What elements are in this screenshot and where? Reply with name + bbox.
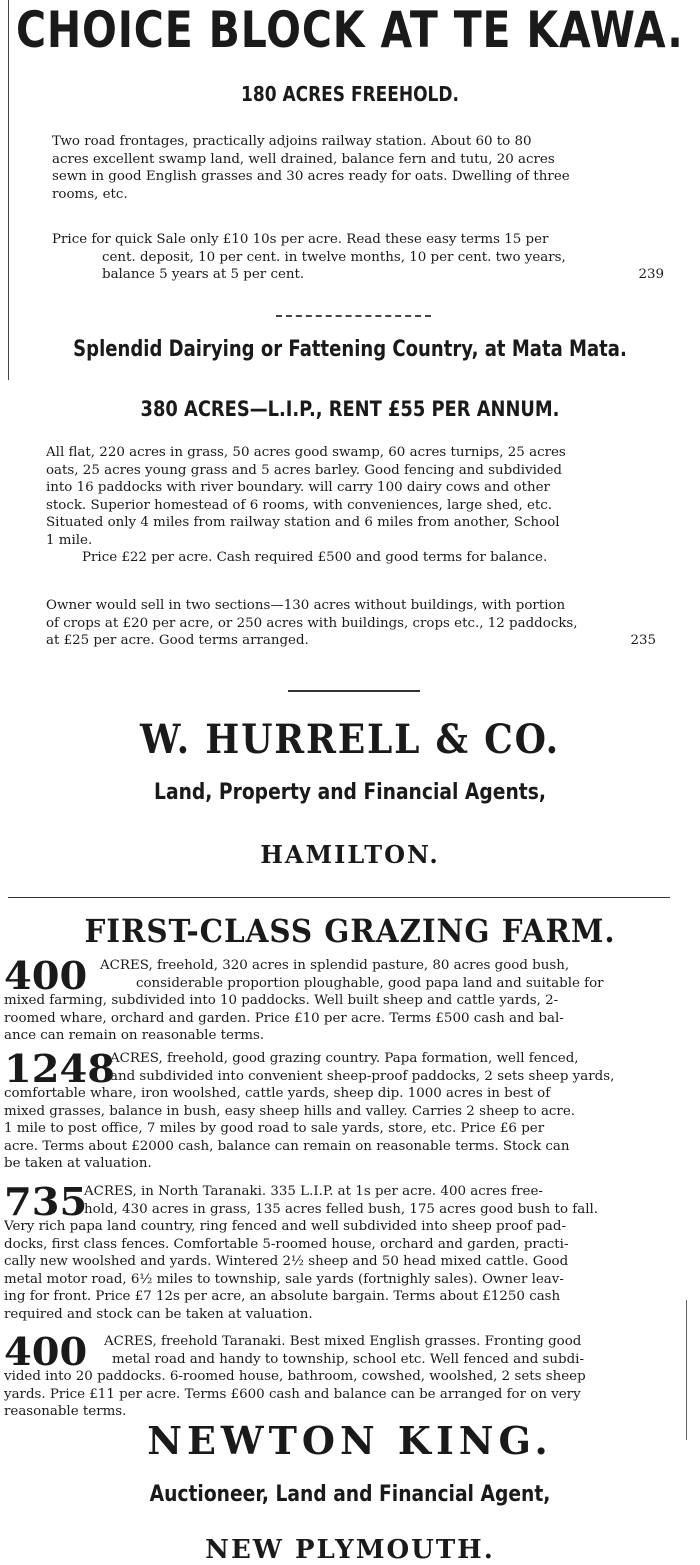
agent-hurrell-name: W. HURRELL & CO. [139, 716, 560, 763]
text-line: metal road and handy to township, school etc. Well fenced and subdi- [112, 1351, 584, 1367]
agent-newton-king-name: NEWTON KING. [147, 1418, 553, 1463]
text-line: into 16 paddocks with river boundary. will carry 100 dairy cows and other [46, 480, 550, 495]
text-line: roomed whare, orchard and garden. Price £10 per acre. Terms £500 cash and bal- [4, 1010, 564, 1026]
text-line: Owner would sell in two sections—130 acres without buildings, with portion [46, 598, 566, 613]
ad-grazing-farm-title: FIRST-CLASS GRAZING FARM. [84, 912, 616, 950]
text-line: docks, first class fences. Comfortable 5-roomed house, orchard and garden, practi- [4, 1236, 569, 1252]
ad-te-kawa-description [52, 133, 682, 203]
text-line: acres excellent swamp land, well drained, balance fern and tutu, 20 acres [52, 151, 555, 167]
text-line: Price for quick Sale only £10 10s per acre. Read these easy terms 15 per [52, 232, 549, 247]
text-line: cally new woolshed and yards. Wintered 2½ sheep and 50 head mixed cattle. Good [4, 1254, 569, 1269]
text-line: oats, 25 acres young grass and 5 acres barley. Good fencing and subdivided [46, 462, 562, 478]
text-line: rooms, etc. [52, 186, 128, 202]
text-line: be taken at valuation. [4, 1156, 152, 1171]
text-line: Situated only 4 miles from railway station and 6 miles from another, School [46, 515, 560, 530]
agent-hurrell-title: Land, Property and Financial Agents, [154, 780, 546, 805]
text-line: ACRES, in North Taranaki. 335 L.I.P. at 1s per acre. 400 acres free- [84, 1184, 543, 1199]
text-line: Two road frontages, practically adjoins railway station. About 60 to 80 [52, 134, 532, 149]
text-line: and subdivided into convenient sheep-proof paddocks, 2 sets sheep yards, [110, 1068, 615, 1084]
text-line: acre. Terms about £2000 cash, balance can remain on reasonable terms. Stock can [4, 1138, 570, 1154]
text-line: yards. Price £11 per acre. Terms £600 cash and balance can be arranged for on very [4, 1386, 581, 1402]
listing-acreage: 400 [4, 1329, 88, 1374]
text-line: considerable proportion ploughable, good papa land and suitable for [136, 975, 604, 991]
ad-reference-number: 235 [630, 633, 656, 648]
ad-te-kawa-terms [52, 231, 682, 284]
listing-1248-acres [4, 1046, 694, 1173]
text-line [46, 632, 686, 650]
text-line: All flat, 220 acres in grass, 50 acres good swamp, 60 acres turnips, 25 acres [46, 445, 566, 460]
text-line: comfortable whare, iron woolshed, cattle yards, sheep dip. 1000 acres in best of [4, 1086, 551, 1101]
ad-mata-mata-price: Price £22 per acre. Cash required £500 and good terms for balance. [82, 550, 548, 565]
column-rule-left [8, 0, 9, 380]
listing-400-acres [4, 953, 694, 1045]
agent-hurrell-town: HAMILTON. [260, 840, 440, 869]
ornamental-divider [276, 315, 431, 317]
terms-last-line: balance 5 years at 5 per cent. [102, 267, 305, 282]
section-rule [8, 897, 670, 898]
text-line: mixed grasses, balance in bush, easy sheep hills and valley. Carries 2 sheep to acre. [4, 1103, 576, 1119]
ad-reference-number: 239 [638, 267, 664, 282]
text-line: required and stock can be taken at valuation. [4, 1306, 313, 1322]
text-line: ACRES, freehold, good grazing country. Papa formation, well fenced, [110, 1051, 579, 1066]
text-line: reasonable terms. [4, 1404, 127, 1419]
text-line: 1 mile to post office, 7 miles by good road to sale yards, store, etc. Price £6 per [4, 1121, 545, 1136]
text-line: stock. Superior homestead of 6 rooms, with conveniences, large shed, etc. [46, 497, 553, 513]
text-line: cent. deposit, 10 per cent. in twelve months, 10 per cent. two years, [102, 249, 566, 265]
listing-400-acres-taranaki [4, 1329, 694, 1421]
text-line: ACRES, freehold, 320 acres in splendid pasture, 80 acres good bush, [100, 958, 570, 973]
ad-mata-mata-title: Splendid Dairying or Fattening Country, at Mata Mata. [73, 337, 627, 362]
text-line: ing for front. Price £7 12s per acre, an absolute bargain. Terms about £1250 cash [4, 1289, 561, 1304]
agent-newton-king-title: Auctioneer, Land and Financial Agent, [149, 1482, 551, 1507]
text-line: of crops at £20 per acre, or 250 acres with buildings, crops etc., 12 paddocks, [46, 615, 578, 631]
text-line: sewn in good English grasses and 30 acres ready for oats. Dwelling of three [52, 169, 570, 184]
agent-newton-king-town: NEW PLYMOUTH. [205, 1535, 495, 1565]
ad-mata-mata-description [46, 444, 686, 567]
ad-mata-mata-sections [46, 597, 686, 650]
listing-acreage: 735 [4, 1179, 88, 1224]
ad-te-kawa-title: CHOICE BLOCK AT TE KAWA. [16, 1, 684, 59]
listing-acreage: 400 [4, 953, 88, 998]
text-line: vided into 20 paddocks. 6-roomed house, bathroom, cowshed, woolshed, 2 sets sheep [4, 1369, 586, 1384]
text-line: metal motor road, 6½ miles to township, sale yards (fortnighly sales). Owner leav- [4, 1271, 564, 1287]
ad-mata-mata-subtitle: 380 ACRES—L.I.P., RENT £55 PER ANNUM. [140, 397, 560, 421]
text-line: ACRES, freehold Taranaki. Best mixed English grasses. Fronting good [104, 1334, 582, 1349]
text-line: mixed farming, subdivided into 10 paddocks. Well built sheep and cattle yards, 2- [4, 993, 559, 1008]
text-line: hold, 430 acres in grass, 135 acres felled bush, 175 acres good bush to fall. [84, 1201, 599, 1217]
listing-acreage: 1248 [4, 1046, 116, 1091]
divider-rule [288, 690, 420, 692]
sections-last-line: at £25 per acre. Good terms arranged. [46, 633, 309, 648]
listing-735-acres [4, 1179, 694, 1323]
text-line: Very rich papa land country, ring fenced and well subdivided into sheep proof pad- [4, 1219, 566, 1234]
text-line [52, 266, 682, 284]
text-line: ance can remain on reasonable terms. [4, 1028, 265, 1043]
ad-te-kawa-subtitle: 180 ACRES FREEHOLD. [241, 82, 459, 106]
text-line: 1 mile. [46, 532, 93, 548]
